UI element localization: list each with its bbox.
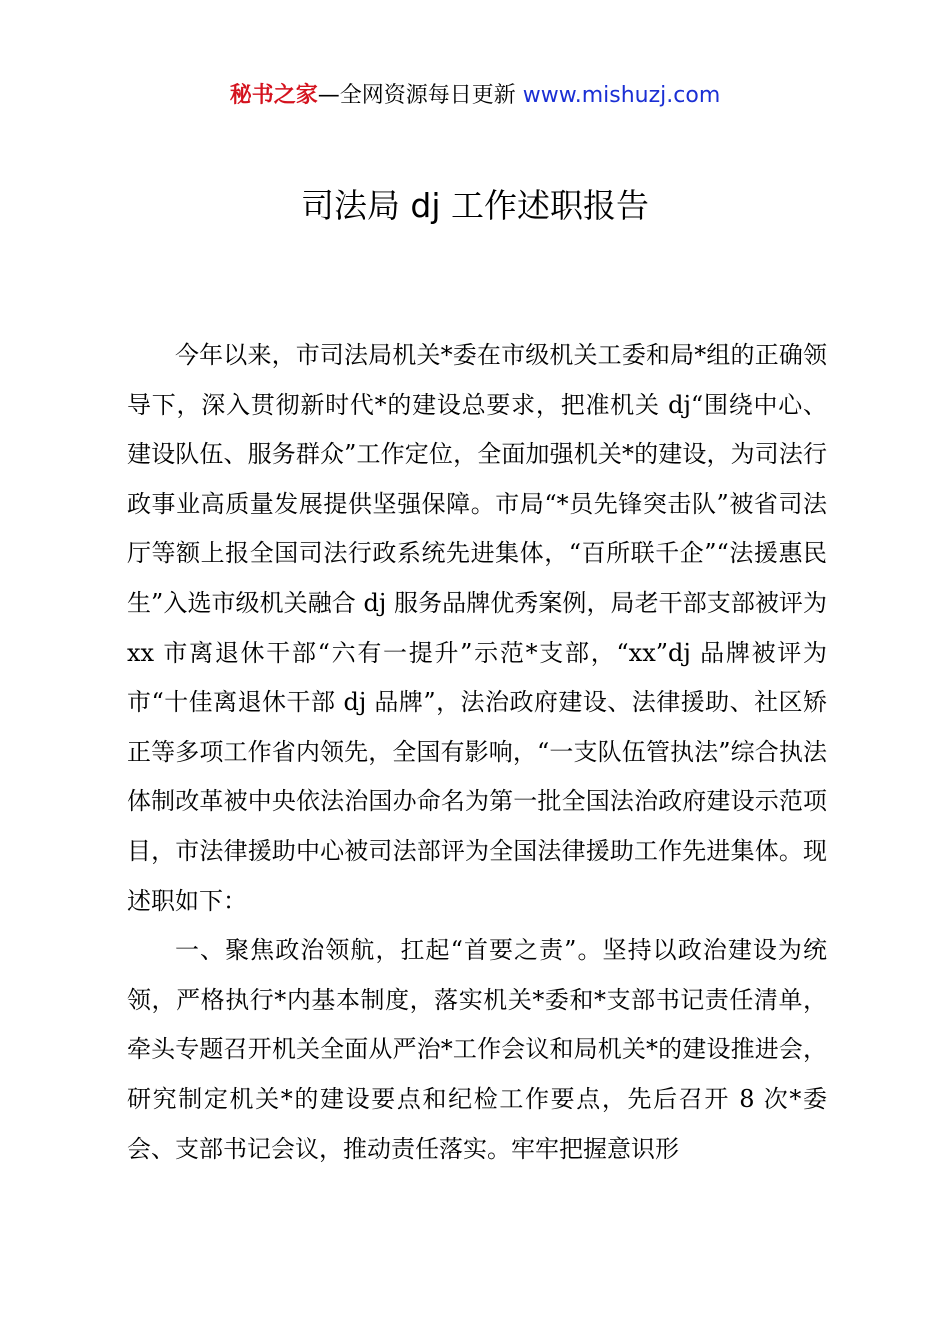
site-header [0, 80, 950, 112]
document-title: 司法局 dj 工作述职报告 [300, 186, 650, 225]
paragraph-intro: 今年以来，市司法局机关*委在市级机关工委和局*组的正确领导下，深入贯彻新时代*的建设总要求，把准机关 dj“围绕中心、建设队伍、服务群众”工作定位，全面加强机关*的建设，为司法行政事业高质量发展提供坚强保障。市局“*员先锋突击队”被省司法厅等额上报全国司法行政系统先进集体，“百所联千企”“法援惠民生”入选市级机关融合 dj 服务品牌优秀案例，局老干部支部被评为 xx 市离退休干部“六有一提升”示范*支部，“xx”dj 品牌被评为市“十佳离退休干部 dj 品牌”，法治政府建设、法律援助、社区矫正等多项工作省内领先，全国有影响，“一支队伍管执法”综合执法体制改革被中央依法治国办命名为第一批全国法治政府建设示范项目，市法律援助中心被司法部评为全国法律援助工作先进集体。现述职如下： [127, 341, 827, 915]
document-body [127, 331, 827, 1174]
site-url-link[interactable]: www.mishuzj.com [522, 83, 721, 108]
site-brand: 秘书之家 [229, 83, 318, 108]
site-tagline: —全网资源每日更新 [317, 83, 523, 108]
paragraph-section-one: 一、聚焦政治领航，扛起“首要之责”。坚持以政治建设为统领，严格执行*内基本制度，落实机关*委和*支部书记责任清单，牵头专题召开机关全面从严治*工作会议和局机关*的建设推进会，研究制定机关*的建设要点和纪检工作要点，先后召开 8 次*委会、支部书记会议，推动责任落实。牢牢把握意识形 [127, 936, 827, 1163]
